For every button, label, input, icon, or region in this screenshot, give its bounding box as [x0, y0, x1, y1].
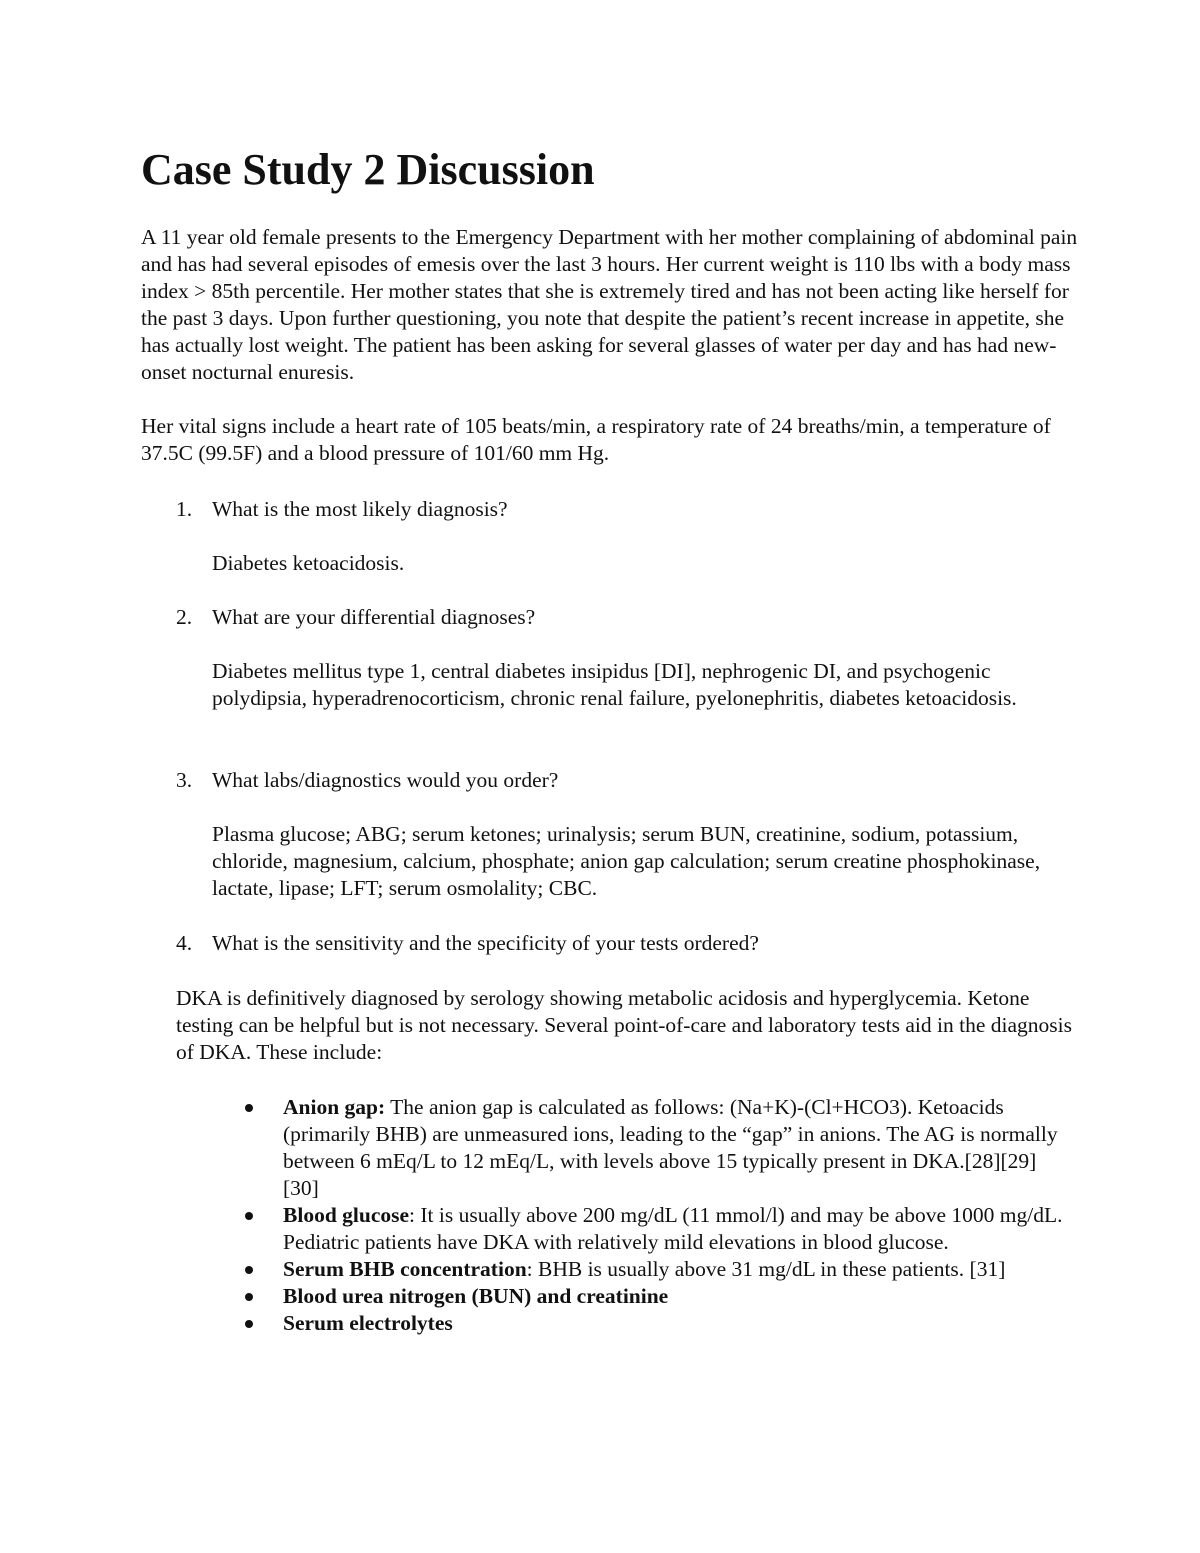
list-item [240, 1202, 1070, 1256]
list-item [240, 1256, 1070, 1283]
document-title: Case Study 2 Discussion [141, 145, 595, 194]
question-number: 3. [176, 768, 193, 792]
vital-signs-paragraph: Her vital signs include a heart rate of 105 beats/min, a respiratory rate of 24 breaths/min, a temperature of 37.5C (99.5F) and a blood pressure of 101/60 mm Hg. [141, 414, 1051, 465]
answer-3: Plasma glucose; ABG; serum ketones; urinalysis; serum BUN, creatinine, sodium, potassium, chloride, magnesium, calcium, phosphate; anion gap calculation; serum creatine phosphokinase, lactate, lipase; LFT; serum osmolality; CBC. [212, 822, 1041, 900]
bullet-term: Blood urea nitrogen (BUN) and creatinine [283, 1284, 669, 1308]
question-number: 4. [176, 931, 193, 955]
bullet-icon [245, 1266, 253, 1274]
question-text: What are your differential diagnoses? [212, 605, 536, 629]
list-item [240, 1310, 1070, 1337]
bullet-icon [245, 1320, 253, 1328]
bullet-term: Blood glucose [283, 1203, 410, 1227]
bullet-icon [245, 1104, 253, 1112]
question-text: What is the sensitivity and the specificity of your tests ordered? [212, 931, 759, 955]
bullet-term: Serum BHB concentration [283, 1257, 527, 1281]
bullet-text: : It is usually above 200 mg/dL (11 mmol/l) and may be above 1000 mg/dL. Pediatric patients have DKA with relatively mild elevations in blood glucose. [283, 1203, 1063, 1254]
answer-2: Diabetes mellitus type 1, central diabetes insipidus [DI], nephrogenic DI, and psychogenic polydipsia, hyperadrenocorticism, chronic renal failure, pyelonephritis, diabetes ketoacidosis. [212, 659, 1017, 710]
question-number: 2. [176, 605, 193, 629]
sensitivity-paragraph: DKA is definitively diagnosed by serology showing metabolic acidosis and hyperglycemia. Ketone testing can be helpful but is not necessary. Several point-of-care and laboratory tests aid in the diagnosis of DKA. These include: [176, 986, 1072, 1064]
bullet-icon [245, 1293, 253, 1301]
case-intro-paragraph: A 11 year old female presents to the Emergency Department with her mother complaining of abdominal pain and has had several episodes of emesis over the last 3 hours. Her current weight is 110 lbs with a body mass index > 85th percentile. Her mother states that she is extremely tired and has not been acting like herself for the past 3 days. Upon further questioning, you note that despite the patient’s recent increase in appetite, she has actually lost weight. The patient has been asking for several glasses of water per day and has had new-onset nocturnal enuresis. [141, 225, 1078, 384]
list-item [240, 1283, 1070, 1310]
dka-test-list [240, 1094, 1070, 1337]
list-item [240, 1094, 1070, 1202]
question-text: What labs/diagnostics would you order? [212, 768, 559, 792]
bullet-icon [245, 1212, 253, 1220]
answer-1: Diabetes ketoacidosis. [212, 551, 405, 575]
question-number: 1. [176, 497, 193, 521]
bullet-term: Anion gap: [283, 1095, 386, 1119]
bullet-text: : BHB is usually above 31 mg/dL in these patients. [31] [526, 1257, 1006, 1281]
bullet-term: Serum electrolytes [283, 1311, 453, 1335]
bullet-text: The anion gap is calculated as follows: (Na+K)-(Cl+HCO3). Ketoacids (primarily BHB) are unmeasured ions, leading to the “gap” in anions. The AG is normally between 6 mEq/L to 12 mEq/L, with levels above 15 typically present in DKA.[28][29][30] [283, 1095, 1058, 1200]
question-text: What is the most likely diagnosis? [212, 497, 508, 521]
